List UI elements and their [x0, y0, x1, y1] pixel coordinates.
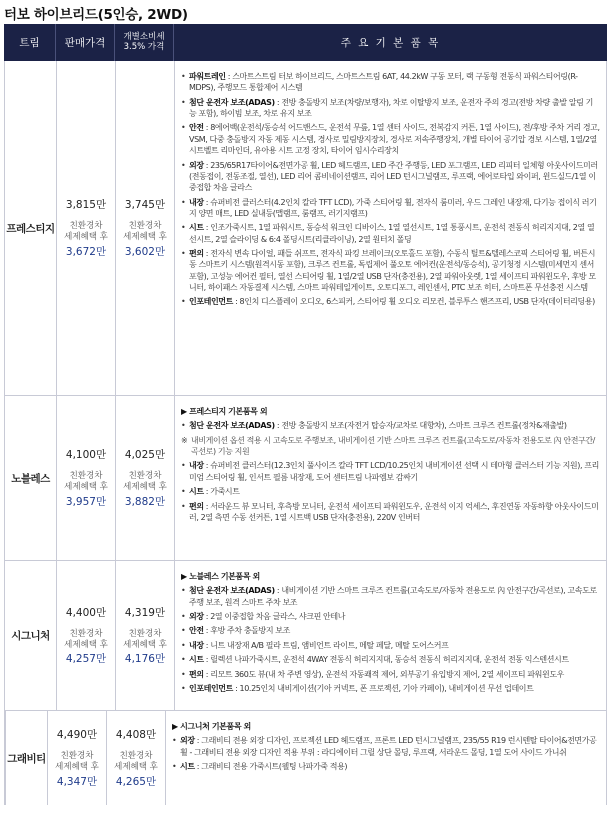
option-item: • 내장 : 슈퍼비전 클러스터(12.3인치 풀사이즈 칼라 TFT LCD/10.25인치 내비게이션 선택 시 테마형 클러스터 기능 지원), 프리미엄 스티어링 휠, 인서트 필름 내장재, 도어 센터트림 나파엠보 감싸기 [181, 461, 599, 482]
option-note: ※ 내비게이션 옵션 적용 시 고속도로 주행보조, 내비게이션 기반 스마트 크루즈 컨트롤(고속도로/자동차 전용도로 內 안전구간/곡선로) 기능 지원 [181, 435, 595, 457]
price-note: 친환경차 [69, 628, 103, 639]
options-cell [175, 396, 606, 560]
option-item: • 파워트레인 : 스마트스트림 터보 하이브리드, 스마트스트림 6AT, 44.2kW 구동 모터, 랙 구동형 전동식 파워스티어링(R-MDPS), 주행모드 통합제어 시스템 [181, 72, 578, 93]
price-cell [57, 61, 116, 395]
price-note: 세제혜택 후 [64, 639, 108, 650]
tax-note: 친환경차 [128, 471, 162, 482]
table-row-gravity [0, 711, 606, 805]
trim-name: 프레스티지 [5, 61, 57, 395]
price-cell [57, 396, 116, 560]
tax-note: 친환경차 [128, 628, 162, 639]
tax-note: 세제혜택 후 [114, 762, 158, 772]
option-item: • 첨단 운전자 보조(ADAS) : 전방 충돌방지 보조(자전거 탑승자/교차로 대향차), 스마트 크루즈 컨트롤(정차&재출발) [181, 421, 567, 431]
price-note: 세제혜택 후 [64, 232, 108, 242]
option-item: • 내장 : 슈퍼비전 클러스터(4.2인치 칼라 TFT LCD), 가죽 스티어링 휠, 전자식 룸미러, 우드 그레인 내장재, 다기능 접이식 러기지 양면 매트, LED 실내등(맵램프, 룸램프, 러기지램프) [181, 197, 597, 218]
option-item: • 첨단 운전자 보조(ADAS) : 내비게이션 기반 스마트 크루즈 컨트롤(고속도로/자동차 전용도로 內 안전구간/곡선로), 고속도로 주행 보조, 원격 스마트 주차 보조 [181, 586, 597, 607]
price-discount: 4,347만 [56, 775, 98, 788]
option-item: • 안전 : 8에어백(운전석/동승석 어드밴스드, 운전석 무릎, 1열 센터 사이드, 전복감지 커튼, 1열 사이드), 전/후방 주차 거리 경고, VSM, 다중 충돌방지 자동 제동 시스템, 경사로 밀림방지장치, 경사로 저속주행장치, 개별 타이어 공기압 경보 시스템, 1열/2열 시트벨트 리마인더, 유아용 시트 고정 장치, 타이어 임시수리장치 [181, 123, 600, 156]
trim-name: 시그니처 [5, 561, 57, 710]
price-value: 4,490만 [56, 729, 98, 742]
tax-discount: 3,882만 [124, 495, 166, 508]
option-item: • 편의 : 전자식 변속 다이얼, 패들 쉬프트, 전자식 파킹 브레이크(오토홀드 포함), 수동식 틸트&텔레스코픽 스티어링 휠, 버튼시동 스마트키 시스템(원격시동 포함), 크루즈 컨트롤, 독립제어 풀오토 에어컨(운전석/동승석), 공기청정 시스템(미세먼지 센서 포함), 고성능 에어컨 필터, 열선 스티어링 휠, 1열/2열 USB 단자(충전용), 2열 파워아웃렛, 1열 세이프티 파워윈도우, 후방 모니터, 하이패스 자동결제 시스템, 스마트 파워테일게이트, 오토디포그, 레인센서, PTC 보조 히터, 스마트폰 무선충전 시스템 [181, 249, 596, 293]
header-price: 판매가격 [56, 24, 115, 61]
page-title: 터보 하이브리드(5인승, 2WD) [4, 7, 188, 23]
table-row-signature [5, 561, 606, 711]
options-cell [175, 561, 606, 710]
header-trim: 트림 [4, 24, 56, 61]
option-item: • 첨단 운전자 보조(ADAS) : 전방 충돌방지 보조(차량/보행자), 차로 이탈방지 보조, 운전자 주의 경고(전방 차량 출발 알림 기능 포함), 하이빔 보조, 차로 유지 보조 [181, 97, 593, 119]
price-note: 친환경차 [69, 471, 103, 482]
trim-name: 그래비티 [5, 711, 48, 805]
trim-table [4, 61, 607, 805]
tax-price-value: 3,745만 [124, 199, 166, 212]
option-item: • 외장 : 235/65R17타이어&전면가공 휠, LED 헤드램프, LED 주간 주행등, LED 포그램프, LED 리피터 일체형 아웃사이드미러(전동접이, 전동조절, 열선), LED 리어 콤비네이션램프, 리어 LED 턴시그널램프, 루프랙, 에어로타입 와이퍼, 윈드실드/1열 이중접합 차음 글라스 [181, 160, 598, 193]
tax-price-value: 4,408만 [115, 729, 157, 742]
price-cell [48, 711, 107, 805]
tax-price-value: 4,025만 [124, 449, 166, 462]
section-heading: ▶ 노블레스 기본품목 외 [181, 572, 260, 581]
option-item: • 시트 : 그래비티 전용 가죽시트(웰팅 나파가죽 적용) [172, 762, 348, 772]
option-item: • 인포테인먼트 : 10.25인치 내비게이션(기아 커넥트, 폰 프로젝션, 기아 카페이), 내비게이션 무선 업데이트 [181, 683, 534, 693]
price-note: 세제혜택 후 [64, 482, 108, 492]
option-item: • 외장 : 2열 이중접합 차음 글라스, 샤크핀 안테나 [181, 612, 346, 622]
options-cell [175, 61, 606, 395]
tax-price-value: 4,319만 [124, 606, 166, 619]
tax-note: 친환경차 [128, 221, 162, 232]
option-item: • 인포테인먼트 : 8인치 디스플레이 오디오, 6스피커, 스티어링 휠 오디오 리모컨, 블루투스 핸즈프리, USB 단자(데이터리딩용) [181, 297, 595, 307]
tax-price-cell [116, 561, 175, 710]
price-discount: 4,257만 [65, 653, 107, 666]
table-header [4, 24, 607, 61]
section-heading: ▶ 시그니처 기본품목 외 [172, 722, 251, 731]
tax-note: 세제혜택 후 [123, 482, 167, 492]
tax-discount: 4,265만 [115, 775, 157, 788]
table-row-prestige [5, 61, 606, 396]
tax-note: 세제혜택 후 [123, 639, 167, 650]
price-note: 세제혜택 후 [55, 762, 99, 772]
price-discount: 3,672만 [65, 245, 107, 258]
header-options: 주 요 기 본 품 목 [340, 37, 441, 49]
price-value: 4,100만 [65, 449, 107, 462]
price-value: 4,400만 [65, 606, 107, 619]
tax-price-cell [116, 61, 175, 395]
price-cell [57, 561, 116, 710]
option-item: • 시트 : 릴렉션 나파가죽시트, 운전석 4WAY 전동식 허리지지대, 동승석 전동식 허리지지대, 운전석 전동 익스텐션시트 [181, 655, 569, 665]
price-note: 친환경차 [69, 221, 103, 232]
option-item: • 시트 : 가죽시트 [181, 487, 240, 497]
option-item: • 시트 : 인조가죽시트, 1열 파워시트, 동승석 워크인 디바이스, 1열 열선시트, 1열 통풍시트, 운전석 전동식 허리지지대, 2열 열선시트, 2열 슬라이딩 & 6:4 폴딩시트(리클라이닝), 2열 원터치 폴딩 [181, 223, 595, 244]
options-cell [166, 711, 606, 805]
price-discount: 3,957만 [65, 495, 107, 508]
option-item: • 편의 : 서라운드 뷰 모니터, 후측방 모니터, 운전석 세이프티 파워윈도우, 운전석 이지 억세스, 후진연동 자동하향 아웃사이드미러, 2열 측면 수동 선커튼, 1열 시트백 USB 단자(충전용), 220V 인버터 [181, 501, 599, 522]
tax-note: 친환경차 [119, 751, 153, 762]
tax-note: 세제혜택 후 [123, 232, 167, 242]
tax-discount: 4,176만 [124, 653, 166, 666]
option-item: • 내장 : 니트 내장재 A/B 필라 트림, 앰비언트 라이트, 메탈 페달, 메탈 도어스커프 [181, 640, 449, 650]
price-note: 친환경차 [60, 751, 94, 762]
header-tax-price [115, 24, 174, 61]
section-heading: ▶ 프레스티지 기본품목 외 [181, 407, 268, 416]
tax-price-cell [107, 711, 166, 805]
header-tax-line2: 3.5% 가격 [123, 41, 165, 52]
option-item: • 외장 : 그래비티 전용 외장 디자인, 프로젝션 LED 헤드램프, 프론트 LED 턴시그널램프, 235/55 R19 런시텐탈 타이어&전면가공 휠 - 그래비티 전용 외장 디자인 적용 부위 : 라디에이터 그릴 상단 몰딩, 루프랙, 서라운드 몰딩, 1열 도어 사이드 가니쉬 [172, 736, 597, 757]
table-row-noblesse [5, 396, 606, 561]
trim-name: 노블레스 [5, 396, 57, 560]
price-value: 3,815만 [65, 199, 107, 212]
option-item: • 안전 : 후방 주차 충돌방지 보조 [181, 626, 290, 636]
tax-price-cell [116, 396, 175, 560]
option-item: • 편의 : 리모트 360도 뷰(내 차 주변 영상), 운전석 자동쾌적 제어, 외부공기 유입방지 제어, 2열 세이프티 파워윈도우 [181, 669, 564, 679]
tax-discount: 3,602만 [124, 245, 166, 258]
header-tax-line1: 개별소비세 [123, 31, 165, 42]
